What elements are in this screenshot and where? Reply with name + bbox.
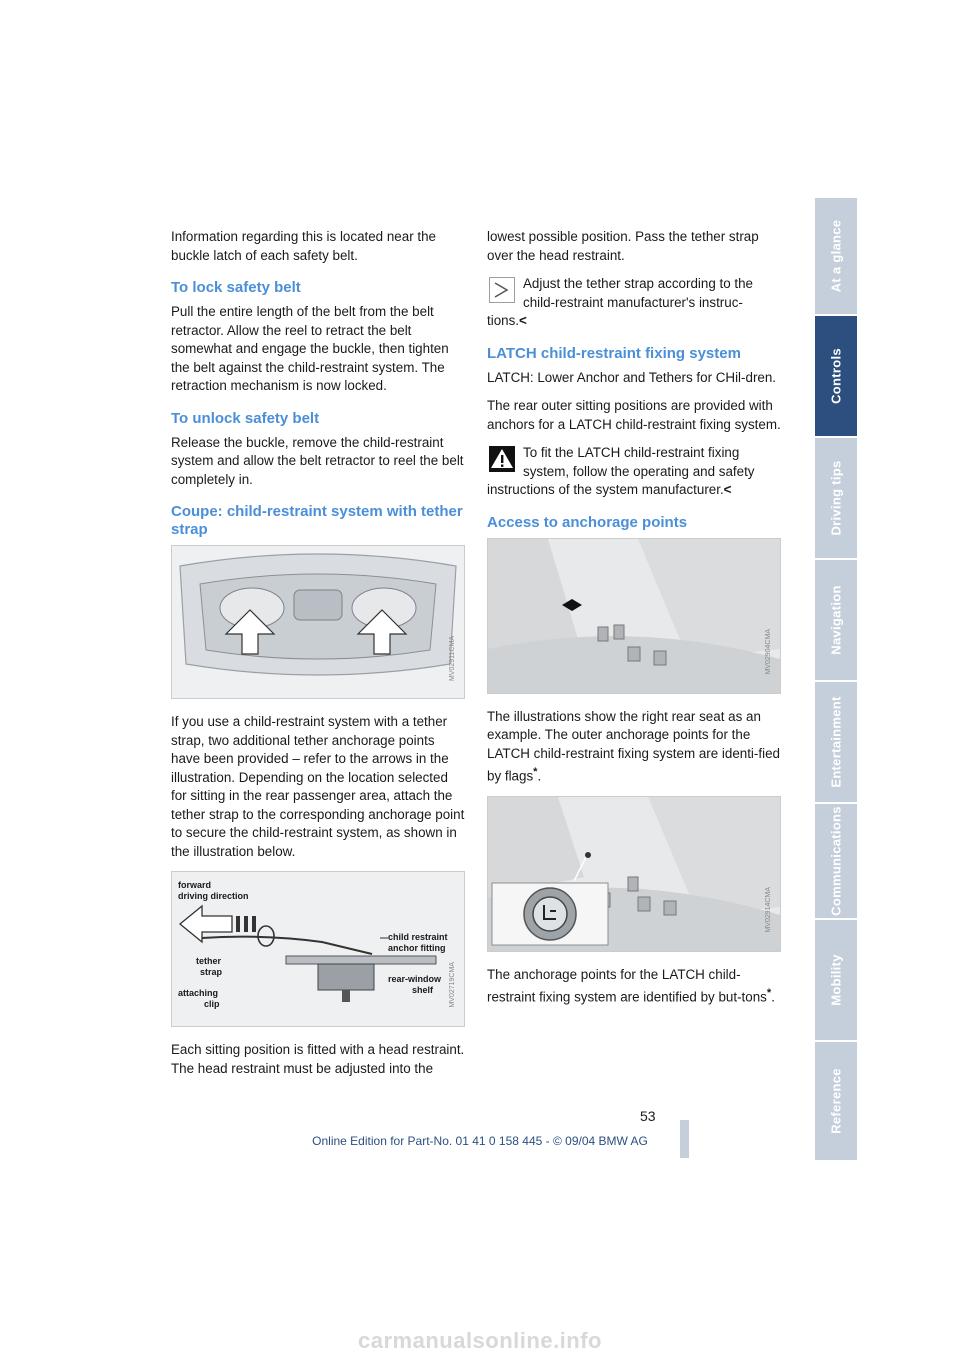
- watermark: carmanualsonline.info: [358, 1328, 602, 1353]
- rear-shelf-illustration: [171, 545, 465, 699]
- end-mark: <: [519, 313, 527, 328]
- figure-code: MV02914CMA: [764, 886, 772, 933]
- seat-button-drawing: [488, 797, 780, 951]
- end-mark: <: [723, 482, 732, 497]
- head-restraint-text: [171, 1041, 465, 1078]
- buttons-text: [487, 966, 781, 1007]
- note-block: [487, 275, 781, 312]
- tether-strap-diagram: [171, 871, 465, 1027]
- anchorage-flag-photo: [487, 538, 781, 694]
- figure-code: MV02911CMA: [448, 636, 456, 682]
- warning-last-line: instructions of the system manufacturer.: [487, 482, 724, 497]
- tab-communications[interactable]: [815, 804, 857, 918]
- tab-label: Controls: [828, 348, 844, 404]
- unlock-heading: To unlock safety belt: [171, 409, 320, 427]
- label-driving-direction: driving direction: [178, 891, 249, 901]
- latch-definition: LATCH: Lower Anchor and Tethers for CHil-dren.: [487, 369, 777, 385]
- tab-label: At a glance: [828, 219, 844, 293]
- head-restraint-line-1: Each sitting position is fitted with a head restraint.: [171, 1042, 465, 1057]
- label-anchor-fitting: anchor fitting: [388, 943, 446, 953]
- rear-shelf-drawing: [172, 546, 464, 698]
- tab-at-a-glance[interactable]: [815, 198, 857, 314]
- warning-block: [487, 444, 781, 481]
- illustration-period: .: [537, 768, 542, 784]
- tab-entertainment[interactable]: [815, 682, 857, 802]
- latch-text: The rear outer sitting positions are provided with anchors for a LATCH child-restraint fixing system.: [487, 398, 781, 432]
- note-continuation: [487, 312, 781, 331]
- buttons-period: .: [771, 989, 775, 1005]
- note-last-line: tions.: [487, 313, 520, 328]
- illustration-body: The illustrations show the right rear seat as an example. The outer anchorage points for the LATCH child-restraint fixing system are identi-fied by flags: [487, 708, 780, 784]
- tab-label: Reference: [828, 1068, 844, 1134]
- section-sidebar: [815, 198, 857, 1160]
- tab-label: Entertainment: [828, 696, 844, 788]
- tab-mobility[interactable]: [815, 920, 857, 1040]
- label-strap: strap: [200, 967, 223, 977]
- tab-label: Communications: [828, 806, 844, 916]
- right-column: [487, 228, 781, 1017]
- lock-heading: To lock safety belt: [171, 279, 301, 296]
- illustration-text: [487, 708, 781, 786]
- seat-flag-drawing: [488, 539, 780, 693]
- unlock-text: Release the buckle, remove the child-restraint system and allow the belt retractor to reel the belt completely in.: [171, 434, 464, 487]
- tab-controls[interactable]: [815, 316, 857, 436]
- coupe-heading: Coupe: child-restraint system with tether strap: [171, 503, 463, 538]
- tether-text: If you use a child-restraint system with a tether strap, two additional tether anchorage points have been provided – refer to the arrows in the illustration. Depending on the location selected for sitting in the rear passenger area, attach the tether strap to the corresponding anchorage point to secure the child-restraint system, as shown in the illustration below.: [171, 714, 465, 859]
- note-arrow-icon: [489, 277, 515, 303]
- warning-icon: [489, 446, 515, 472]
- warning-text: To fit the LATCH child-restraint fixing system, follow the operating and safety: [523, 445, 755, 479]
- note-text: Adjust the tether strap according to the child-restraint manufacturer's instruc-: [523, 276, 754, 310]
- intro-text: Information regarding this is located near the buckle latch of each safety belt.: [171, 229, 436, 263]
- label-rear-window: rear-window: [388, 974, 442, 984]
- label-clip: clip: [204, 999, 220, 1009]
- label-shelf: shelf: [412, 985, 434, 995]
- label-attaching: attaching: [178, 988, 219, 998]
- access-heading: Access to anchorage points: [487, 513, 688, 531]
- tab-navigation[interactable]: [815, 560, 857, 680]
- continued-text: lowest possible position. Pass the tether strap over the head restraint.: [487, 229, 759, 263]
- tab-label: Mobility: [828, 954, 844, 1006]
- warning-continuation: [487, 481, 781, 500]
- tab-driving-tips[interactable]: [815, 438, 857, 558]
- option-star: *: [533, 766, 538, 778]
- latch-heading: LATCH child-restraint fixing system: [487, 344, 741, 362]
- left-column: [171, 228, 465, 1078]
- head-restraint-line-2: The head restraint must be adjusted into the: [171, 1060, 434, 1076]
- label-tether: tether: [196, 956, 222, 966]
- label-child-restraint: child restraint: [388, 932, 448, 942]
- buttons-body: The anchorage points for the LATCH child-restraint fixing system are identified by but-tons: [487, 966, 767, 1005]
- footer-edition: Online Edition for Part-No. 01 41 0 158 445 - © 09/04 BMW AG: [312, 1134, 648, 1148]
- lock-text: Pull the entire length of the belt from the belt retractor. Allow the reel to retract the belt somewhat and engage the buckle, then tighten the belt against the child-restraint system. The retraction mechanism is now locked.: [171, 304, 449, 393]
- figure-code: MV02719CMA: [448, 962, 456, 1008]
- anchorage-button-photo: [487, 796, 781, 952]
- page-number: 53: [640, 1108, 656, 1124]
- figure-code: MV02904CMA: [764, 628, 772, 675]
- option-star: *: [766, 987, 772, 1000]
- label-forward: forward: [178, 880, 212, 890]
- tab-label: Driving tips: [828, 460, 844, 536]
- tab-label: Navigation: [828, 585, 844, 655]
